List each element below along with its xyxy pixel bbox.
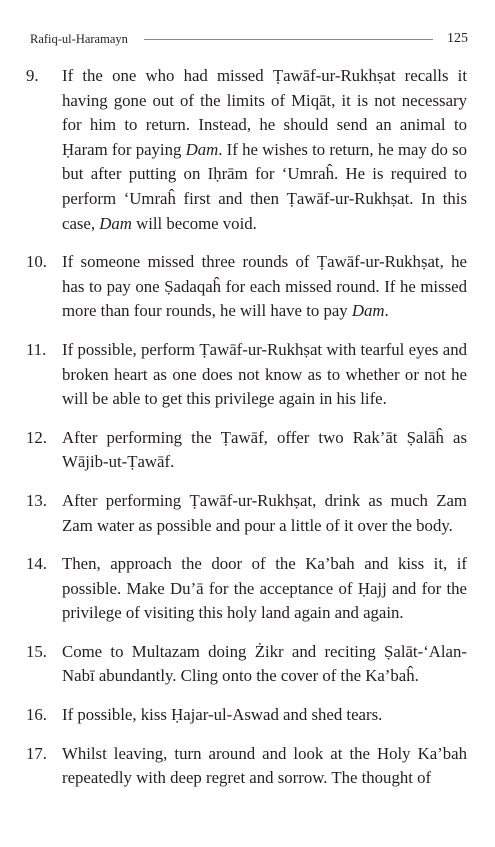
page-number: 125 [447,31,468,46]
item-text [62,250,467,324]
item-number: 12. [26,427,47,447]
item-text [62,426,467,475]
text-run: If possible, perform Ṭawāf-ur-Rukhṣat with tearful eyes and broken heart as one does not know as to whether or not he will be able to get this privilege again in his life. [62,339,467,409]
text-run: If someone missed three rounds of Ṭawāf-ur-Rukhṣat, he has to pay one Ṣadaqaĥ for each missed round. If he missed more than four rounds, he will have to pay [62,252,467,321]
item-text [62,640,467,689]
header-rule [144,39,433,40]
item-number: 11. [26,339,47,359]
text-run: . [384,301,389,321]
text-run: will become void. [131,213,257,233]
text-run: After performing the Ṭawāf, offer two Rak’āt Ṣalāĥ as Wājib-ut-Ṭawāf. [62,427,467,472]
item-text [62,338,467,412]
list-item [24,489,467,538]
running-header [30,31,468,47]
item-number: 15. [26,641,47,661]
item-number: 9. [26,66,39,85]
italic-term: Dam [99,213,132,233]
text-run: After performing Ṭawāf-ur-Rukhṣat, drink as much Zam Zam water as possible and pour a little of it over the body. [62,490,467,535]
item-text [62,64,467,236]
italic-term: Dam [351,301,385,321]
item-text [62,552,467,626]
list-item [24,426,467,475]
list-item [24,640,467,689]
numbered-list [24,64,467,791]
item-text [62,703,467,728]
running-title: Rafiq-ul-Haramayn [30,31,128,46]
item-number: 10. [26,252,47,272]
list-item [24,703,467,728]
list-item [24,250,467,324]
list-item [24,64,467,236]
item-text [62,489,467,538]
list-item [24,552,467,626]
item-number: 13. [26,490,47,510]
list-item [24,338,467,412]
text-run: Come to Multazam doing Żikr and reciting Ṣalāt-‘Alan-Nabī abundantly. Cling onto the cover of the Ka’baĥ. [62,641,467,686]
item-number: 14. [26,554,47,574]
list-item [24,742,467,791]
item-text [62,742,467,791]
text-run: Whilst leaving, turn around and look at the Holy Ka’bah repeatedly with deep regret and sorrow. The thought of [62,743,467,788]
italic-term: Dam [185,139,219,159]
text-run: . If he wishes to return, he may do so but after putting on Iḥrām for ‘Umraĥ. He is required to perform ‘Umraĥ first and then Ṭawāf-ur-Rukhṣat. In this case, [62,139,468,233]
text-run: If possible, kiss Ḥajar-ul-Aswad and shed tears. [62,705,383,725]
text-run: Then, approach the door of the Ka’bah and kiss it, if possible. Make Du’ā for the acceptance of Ḥajj and for the privilege of visiting this holy land again and again. [62,554,467,623]
item-number: 17. [26,743,47,763]
item-number: 16. [26,705,47,725]
text-run: If the one who had missed Ṭawāf-ur-Rukhṣat recalls it having gone out of the limits of Miqāt, it is not necessary for him to return. Instead, he should send an animal to Ḥaram for paying [62,66,467,159]
